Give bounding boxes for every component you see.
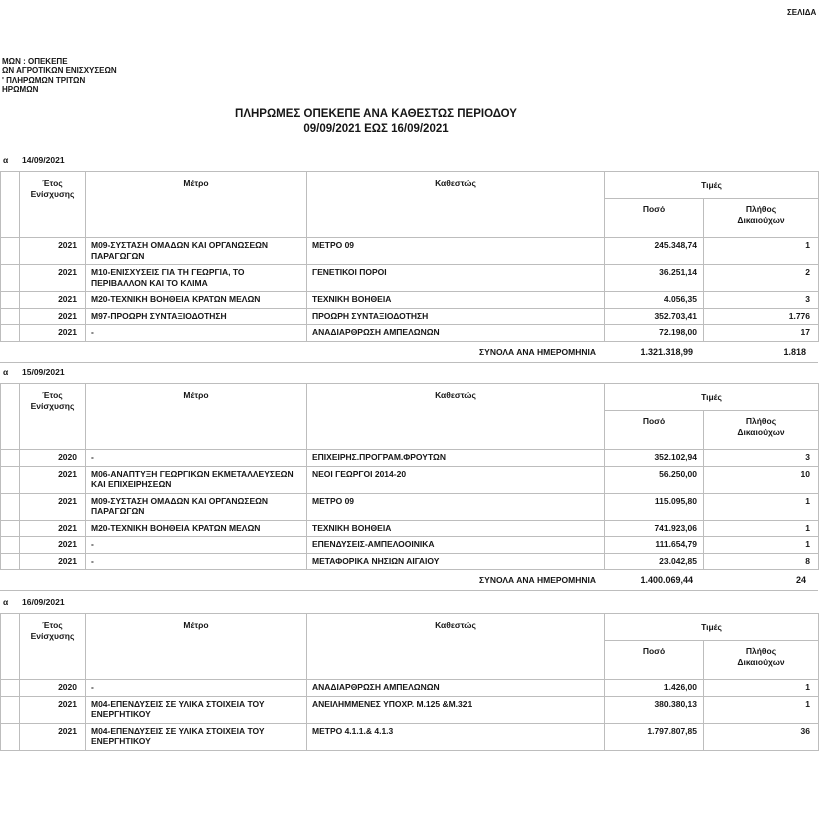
cell-beneficiaries: 1 bbox=[704, 680, 819, 697]
cell-year: 2021 bbox=[20, 325, 86, 342]
column-header-year-label: Έτος Ενίσχυσης bbox=[30, 620, 75, 641]
clipped-left-column-cell bbox=[1, 238, 20, 265]
cell-amount: 56.250,00 bbox=[605, 466, 704, 493]
cell-measure: M20-ΤΕΧΝΙΚΗ ΒΟΗΘΕΙΑ ΚΡΑΤΩΝ ΜΕΛΩΝ bbox=[86, 292, 307, 309]
cell-beneficiaries: 1 bbox=[704, 493, 819, 520]
date-section bbox=[0, 596, 818, 751]
cell-measure: M10-ΕΝΙΣΧΥΣΕΙΣ ΓΙΑ ΤΗ ΓΕΩΡΓΙΑ, ΤΟ ΠΕΡΙΒΑΛΛΟΝ ΚΑΙ ΤΟ ΚΛΙΜΑ bbox=[86, 265, 307, 292]
column-header-year bbox=[20, 614, 86, 680]
cell-amount: 741.923,06 bbox=[605, 520, 704, 537]
cell-beneficiaries: 8 bbox=[704, 553, 819, 570]
clipped-left-column-cell bbox=[1, 292, 20, 309]
clipped-left-column-cell bbox=[1, 680, 20, 697]
column-header-measure: Μέτρο bbox=[86, 172, 307, 238]
column-header-beneficiaries bbox=[704, 411, 819, 450]
cell-measure: M06-ΑΝΑΠΤΥΞΗ ΓΕΩΡΓΙΚΩΝ ΕΚΜΕΤΑΛΛΕΥΣΕΩΝ ΚΑΙ ΕΠΙΧΕΙΡΗΣΕΩΝ bbox=[86, 466, 307, 493]
section-date: 14/09/2021 bbox=[22, 155, 65, 165]
clipped-left-column-cell bbox=[1, 537, 20, 554]
table-row bbox=[1, 537, 819, 554]
cell-regime: ΑΝΑΔΙΑΡΘΡΩΣΗ ΑΜΠΕΛΩΝΩΝ bbox=[307, 325, 605, 342]
report-title: ΠΛΗΡΩΜΕΣ ΟΠΕΚΕΠΕ ΑΝΑ ΚΑΘΕΣΤΩΣ ΠΕΡΙΟΔΟΥ bbox=[235, 108, 517, 120]
cell-year: 2020 bbox=[20, 680, 86, 697]
table-body bbox=[1, 238, 819, 342]
cell-beneficiaries: 1 bbox=[704, 238, 819, 265]
cell-year: 2021 bbox=[20, 520, 86, 537]
cell-year: 2021 bbox=[20, 308, 86, 325]
clipped-left-column-cell bbox=[1, 553, 20, 570]
clipped-left-column-header bbox=[1, 614, 20, 680]
column-header-amount: Ποσό bbox=[605, 199, 704, 238]
cell-regime: ΕΠΕΝΔΥΣΕΙΣ-ΑΜΠΕΛΟΟΙΝΙΚΑ bbox=[307, 537, 605, 554]
table-header bbox=[1, 172, 819, 238]
table-row bbox=[1, 493, 819, 520]
column-header-values-group: Τιμές bbox=[605, 614, 819, 641]
table-row bbox=[1, 238, 819, 265]
cell-measure: - bbox=[86, 450, 307, 467]
agency-line-1: ΜΩΝ : ΟΠΕΚΕΠΕ bbox=[2, 57, 68, 66]
section-date: 16/09/2021 bbox=[22, 597, 65, 607]
section-date-row bbox=[0, 366, 818, 383]
cell-amount: 72.198,00 bbox=[605, 325, 704, 342]
payments-table bbox=[0, 383, 819, 570]
section-date: 15/09/2021 bbox=[22, 367, 65, 377]
daily-total-amount: 1.321.318,99 bbox=[640, 346, 693, 357]
daily-total-amount: 1.400.069,44 bbox=[640, 575, 693, 585]
column-header-measure: Μέτρο bbox=[86, 384, 307, 450]
daily-totals-row bbox=[0, 570, 818, 591]
clipped-left-column-cell bbox=[1, 450, 20, 467]
clipped-left-column-cell bbox=[1, 325, 20, 342]
column-header-amount: Ποσό bbox=[605, 641, 704, 680]
column-header-regime: Καθεστώς bbox=[307, 614, 605, 680]
cell-regime: ΤΕΧΝΙΚΗ ΒΟΗΘΕΙΑ bbox=[307, 292, 605, 309]
cell-year: 2021 bbox=[20, 292, 86, 309]
table-row bbox=[1, 520, 819, 537]
table-body bbox=[1, 680, 819, 751]
cell-regime: ΜΕΤΡΟ 4.1.1.& 4.1.3 bbox=[307, 723, 605, 750]
cell-year: 2021 bbox=[20, 265, 86, 292]
cell-year: 2021 bbox=[20, 238, 86, 265]
cell-amount: 4.056,35 bbox=[605, 292, 704, 309]
daily-totals-row bbox=[0, 342, 818, 363]
column-header-measure: Μέτρο bbox=[86, 614, 307, 680]
cell-measure: - bbox=[86, 553, 307, 570]
report-title-block bbox=[0, 107, 752, 137]
table-row bbox=[1, 696, 819, 723]
date-label-fragment: α bbox=[3, 155, 9, 165]
cell-amount: 1.797.807,85 bbox=[605, 723, 704, 750]
cell-regime: ΝΕΟΙ ΓΕΩΡΓΟΙ 2014-20 bbox=[307, 466, 605, 493]
cell-measure: M04-ΕΠΕΝΔΥΣΕΙΣ ΣΕ ΥΛΙΚΑ ΣΤΟΙΧΕΙΑ ΤΟΥ ΕΝΕΡΓΗΤΙΚΟΥ bbox=[86, 696, 307, 723]
cell-regime: ΤΕΧΝΙΚΗ ΒΟΗΘΕΙΑ bbox=[307, 520, 605, 537]
clipped-left-column-cell bbox=[1, 520, 20, 537]
cell-regime: ΓΕΝΕΤΙΚΟΙ ΠΟΡΟΙ bbox=[307, 265, 605, 292]
cell-beneficiaries: 17 bbox=[704, 325, 819, 342]
cell-regime: ΜΕΤΑΦΟΡΙΚΑ ΝΗΣΙΩΝ ΑΙΓΑΙΟΥ bbox=[307, 553, 605, 570]
cell-year: 2020 bbox=[20, 450, 86, 467]
cell-beneficiaries: 3 bbox=[704, 292, 819, 309]
cell-regime: ΕΠΙΧΕΙΡΗΣ.ΠΡΟΓΡΑΜ.ΦΡΟΥΤΩΝ bbox=[307, 450, 605, 467]
clipped-left-column-cell bbox=[1, 265, 20, 292]
clipped-left-column-cell bbox=[1, 696, 20, 723]
table-row bbox=[1, 308, 819, 325]
cell-regime: ΑΝΕΙΛΗΜΜΕΝΕΣ ΥΠΟΧΡ. Μ.125 &Μ.321 bbox=[307, 696, 605, 723]
column-header-year bbox=[20, 172, 86, 238]
column-header-beneficiaries-label: Πλήθος Δικαιούχων bbox=[737, 416, 785, 437]
cell-measure: M09-ΣΥΣΤΑΣΗ ΟΜΑΔΩΝ ΚΑΙ ΟΡΓΑΝΩΣΕΩΝ ΠΑΡΑΓΩΓΩΝ bbox=[86, 493, 307, 520]
clipped-left-column-cell bbox=[1, 723, 20, 750]
cell-beneficiaries: 36 bbox=[704, 723, 819, 750]
clipped-left-column-header bbox=[1, 172, 20, 238]
cell-measure: M04-ΕΠΕΝΔΥΣΕΙΣ ΣΕ ΥΛΙΚΑ ΣΤΟΙΧΕΙΑ ΤΟΥ ΕΝΕΡΓΗΤΙΚΟΥ bbox=[86, 723, 307, 750]
daily-total-beneficiaries: 1.818 bbox=[783, 346, 806, 357]
cell-measure: M20-ΤΕΧΝΙΚΗ ΒΟΗΘΕΙΑ ΚΡΑΤΩΝ ΜΕΛΩΝ bbox=[86, 520, 307, 537]
cell-year: 2021 bbox=[20, 553, 86, 570]
cell-measure: - bbox=[86, 325, 307, 342]
daily-total-beneficiaries: 24 bbox=[795, 575, 806, 585]
table-row bbox=[1, 466, 819, 493]
column-header-beneficiaries-label: Πλήθος Δικαιούχων bbox=[737, 646, 785, 667]
cell-amount: 115.095,80 bbox=[605, 493, 704, 520]
cell-regime: ΑΝΑΔΙΑΡΘΡΩΣΗ ΑΜΠΕΛΩΝΩΝ bbox=[307, 680, 605, 697]
table-body bbox=[1, 450, 819, 570]
column-header-regime: Καθεστώς bbox=[307, 172, 605, 238]
table-row bbox=[1, 265, 819, 292]
cell-measure: M09-ΣΥΣΤΑΣΗ ΟΜΑΔΩΝ ΚΑΙ ΟΡΓΑΝΩΣΕΩΝ ΠΑΡΑΓΩΓΩΝ bbox=[86, 238, 307, 265]
cell-amount: 245.348,74 bbox=[605, 238, 704, 265]
table-row bbox=[1, 292, 819, 309]
daily-totals-label: ΣΥΝΟΛΑ ΑΝΑ ΗΜΕΡΟΜΗΝΙΑ bbox=[479, 346, 596, 357]
section-date-row bbox=[0, 154, 818, 171]
section-date-row bbox=[0, 596, 818, 613]
agency-line-2: ΩΝ ΑΓΡΟΤΙΚΩΝ ΕΝΙΣΧΥΣΕΩΝ bbox=[2, 66, 117, 76]
cell-year: 2021 bbox=[20, 696, 86, 723]
cell-beneficiaries: 1 bbox=[704, 537, 819, 554]
column-header-year bbox=[20, 384, 86, 450]
column-header-values-group: Τιμές bbox=[605, 384, 819, 411]
table-row bbox=[1, 723, 819, 750]
cell-measure: - bbox=[86, 680, 307, 697]
cell-amount: 352.703,41 bbox=[605, 308, 704, 325]
date-label-fragment: α bbox=[3, 597, 9, 607]
table-row bbox=[1, 325, 819, 342]
cell-regime: ΜΕΤΡΟ 09 bbox=[307, 238, 605, 265]
cell-amount: 352.102,94 bbox=[605, 450, 704, 467]
cell-amount: 111.654,79 bbox=[605, 537, 704, 554]
column-header-beneficiaries-label: Πλήθος Δικαιούχων bbox=[737, 204, 785, 225]
cell-year: 2021 bbox=[20, 466, 86, 493]
cell-year: 2021 bbox=[20, 537, 86, 554]
cell-beneficiaries: 1 bbox=[704, 696, 819, 723]
table-row bbox=[1, 680, 819, 697]
column-header-year-label: Έτος Ενίσχυσης bbox=[30, 178, 75, 199]
agency-line-4: ΗΡΩΜΩΝ bbox=[2, 85, 39, 95]
page-number-label: ΣΕΛΙΔΑ bbox=[787, 8, 817, 17]
clipped-left-column-header bbox=[1, 384, 20, 450]
table-row bbox=[1, 450, 819, 467]
date-label-fragment: α bbox=[3, 367, 9, 377]
report-period: 09/09/2021 ΕΩΣ 16/09/2021 bbox=[303, 123, 449, 135]
clipped-left-column-cell bbox=[1, 466, 20, 493]
cell-amount: 23.042,85 bbox=[605, 553, 704, 570]
cell-regime: ΠΡΟΩΡΗ ΣΥΝΤΑΞΙΟΔΟΤΗΣΗ bbox=[307, 308, 605, 325]
cell-beneficiaries: 2 bbox=[704, 265, 819, 292]
cell-measure: - bbox=[86, 537, 307, 554]
column-header-amount: Ποσό bbox=[605, 411, 704, 450]
date-section bbox=[0, 154, 818, 363]
cell-year: 2021 bbox=[20, 493, 86, 520]
column-header-year-label: Έτος Ενίσχυσης bbox=[30, 390, 75, 411]
cell-amount: 380.380,13 bbox=[605, 696, 704, 723]
payments-table bbox=[0, 171, 819, 342]
cell-amount: 36.251,14 bbox=[605, 265, 704, 292]
column-header-regime: Καθεστώς bbox=[307, 384, 605, 450]
column-header-values-group: Τιμές bbox=[605, 172, 819, 199]
cell-beneficiaries: 1.776 bbox=[704, 308, 819, 325]
cell-beneficiaries: 10 bbox=[704, 466, 819, 493]
clipped-left-column-cell bbox=[1, 493, 20, 520]
cell-measure: M97-ΠΡΟΩΡΗ ΣΥΝΤΑΞΙΟΔΟΤΗΣΗ bbox=[86, 308, 307, 325]
cell-regime: ΜΕΤΡΟ 09 bbox=[307, 493, 605, 520]
column-header-beneficiaries bbox=[704, 641, 819, 680]
daily-totals-label: ΣΥΝΟΛΑ ΑΝΑ ΗΜΕΡΟΜΗΝΙΑ bbox=[479, 575, 596, 585]
cell-amount: 1.426,00 bbox=[605, 680, 704, 697]
agency-line-3: ' ΠΛΗΡΩΜΩΝ ΤΡΙΤΩΝ bbox=[2, 75, 86, 85]
table-row bbox=[1, 553, 819, 570]
cell-beneficiaries: 1 bbox=[704, 520, 819, 537]
payments-table bbox=[0, 613, 819, 751]
clipped-left-column-cell bbox=[1, 308, 20, 325]
agency-header-block bbox=[2, 57, 117, 95]
column-header-beneficiaries bbox=[704, 199, 819, 238]
cell-beneficiaries: 3 bbox=[704, 450, 819, 467]
cell-year: 2021 bbox=[20, 723, 86, 750]
date-section bbox=[0, 366, 818, 591]
table-header bbox=[1, 384, 819, 450]
table-header bbox=[1, 614, 819, 680]
